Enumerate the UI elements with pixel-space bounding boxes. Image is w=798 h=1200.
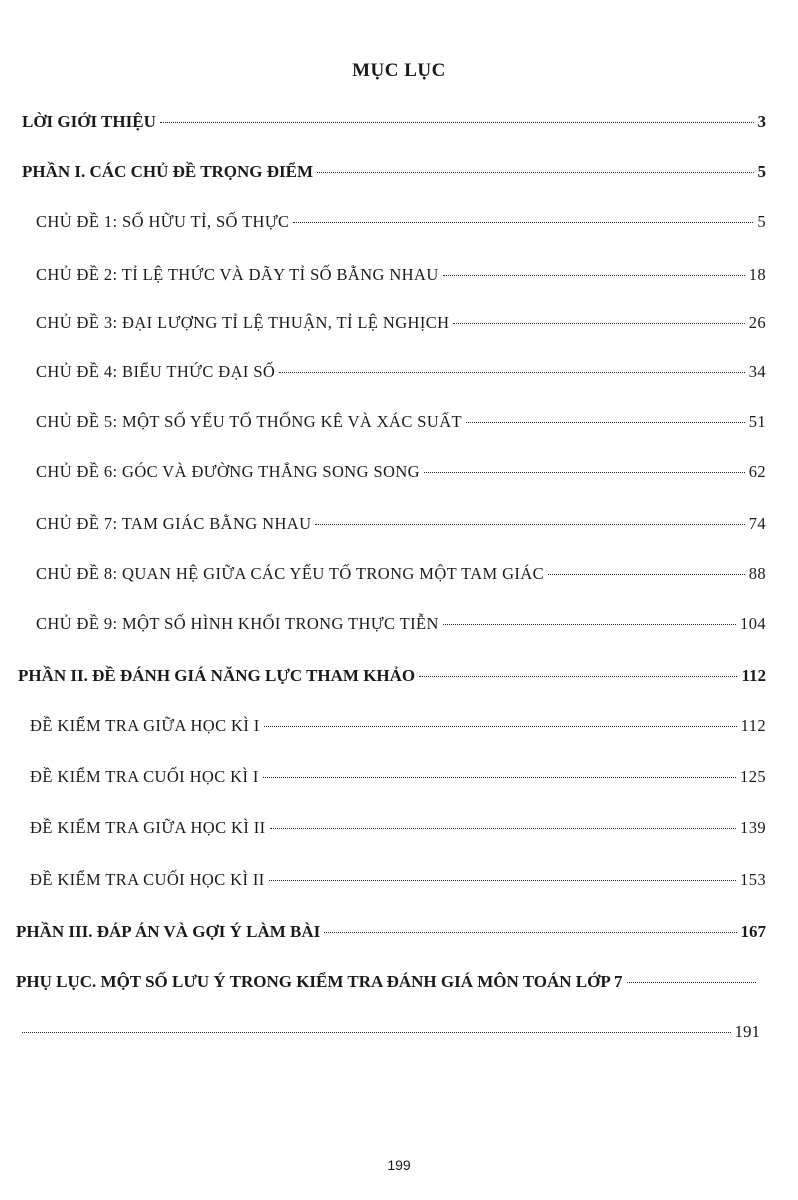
toc-entry-intro xyxy=(22,112,766,132)
toc-entry-topic-3 xyxy=(36,313,766,333)
toc-title: MỤC LỤC xyxy=(352,60,446,81)
toc-label: CHỦ ĐỀ 7: TAM GIÁC BẰNG NHAU xyxy=(36,514,312,533)
toc-entry-topic-1 xyxy=(36,212,766,232)
toc-entry-final-2 xyxy=(30,870,766,890)
toc-leader xyxy=(419,676,737,677)
toc-page: 112 xyxy=(741,666,766,685)
toc-page: 3 xyxy=(757,112,766,131)
toc-leader xyxy=(443,275,745,276)
toc-entry-part-2 xyxy=(18,666,766,686)
toc-label: ĐỀ KIỂM TRA GIỮA HỌC KÌ I xyxy=(30,716,260,735)
toc-leader xyxy=(22,1032,731,1033)
toc-page: 125 xyxy=(740,767,766,786)
toc-label: PHỤ LỤC. MỘT SỐ LƯU Ý TRONG KIỂM TRA ĐÁNH GIÁ MÔN TOÁN LỚP 7 xyxy=(16,972,623,991)
toc-entry-part-1 xyxy=(22,162,766,182)
toc-label: CHỦ ĐỀ 4: BIỂU THỨC ĐẠI SỐ xyxy=(36,362,276,381)
toc-entry-topic-2 xyxy=(36,265,766,285)
toc-entry-topic-8 xyxy=(36,564,766,584)
toc-entry-topic-7 xyxy=(36,514,766,534)
toc-page: 104 xyxy=(740,614,766,633)
toc-entry-topic-9 xyxy=(36,614,766,634)
toc-leader xyxy=(279,372,744,373)
toc-entry-midterm-1 xyxy=(30,716,766,736)
toc-page: 191 xyxy=(734,1022,760,1041)
toc-label: ĐỀ KIỂM TRA CUỐI HỌC KÌ I xyxy=(30,767,259,786)
toc-label: CHỦ ĐỀ 5: MỘT SỐ YẾU TỐ THỐNG KÊ VÀ XÁC SUẤT xyxy=(36,412,462,431)
toc-label: CHỦ ĐỀ 8: QUAN HỆ GIỮA CÁC YẾU TỐ TRONG MỘT TAM GIÁC xyxy=(36,564,545,583)
toc-leader xyxy=(263,777,736,778)
toc-page: 5 xyxy=(757,212,766,231)
toc-label: PHẦN II. ĐỀ ĐÁNH GIÁ NĂNG LỰC THAM KHẢO xyxy=(18,666,416,685)
toc-page: 34 xyxy=(748,362,766,381)
toc-label: CHỦ ĐỀ 9: MỘT SỐ HÌNH KHỐI TRONG THỰC TIỄN xyxy=(36,614,439,633)
toc-leader xyxy=(443,624,736,625)
page-number: 199 xyxy=(387,1157,411,1173)
toc-leader xyxy=(269,880,736,881)
toc-leader xyxy=(270,828,736,829)
toc-leader xyxy=(324,932,736,933)
toc-label: ĐỀ KIỂM TRA CUỐI HỌC KÌ II xyxy=(30,870,265,889)
toc-page: 26 xyxy=(748,313,766,332)
toc-page: 51 xyxy=(748,412,766,431)
toc-label: ĐỀ KIỂM TRA GIỮA HỌC KÌ II xyxy=(30,818,266,837)
toc-page: 74 xyxy=(748,514,766,533)
toc-leader xyxy=(453,323,744,324)
toc-label: PHẦN III. ĐÁP ÁN VÀ GỢI Ý LÀM BÀI xyxy=(16,922,321,941)
toc-label: CHỦ ĐỀ 1: SỐ HỮU TỈ, SỐ THỰC xyxy=(36,212,290,231)
toc-entry-part-3 xyxy=(16,922,766,942)
toc-leader xyxy=(160,122,754,123)
toc-page: 139 xyxy=(740,818,766,837)
toc-page: 112 xyxy=(740,716,766,735)
toc-leader xyxy=(315,524,744,525)
toc-label: CHỦ ĐỀ 2: TỈ LỆ THỨC VÀ DÃY TỈ SỐ BẰNG NHAU xyxy=(36,265,439,284)
toc-label: LỜI GIỚI THIỆU xyxy=(22,112,156,131)
toc-label: PHẦN I. CÁC CHỦ ĐỀ TRỌNG ĐIỂM xyxy=(22,162,314,181)
toc-leader xyxy=(293,222,753,223)
toc-page: 62 xyxy=(748,462,766,481)
toc-label: CHỦ ĐỀ 6: GÓC VÀ ĐƯỜNG THẲNG SONG SONG xyxy=(36,462,420,481)
toc-entry-topic-5 xyxy=(36,412,766,432)
toc-entry-topic-6 xyxy=(36,462,766,482)
toc-entry-appendix-continued xyxy=(22,1022,760,1042)
toc-leader xyxy=(264,726,737,727)
toc-leader xyxy=(548,574,745,575)
toc-page: 153 xyxy=(740,870,766,889)
toc-page: 5 xyxy=(757,162,766,181)
toc-entry-appendix xyxy=(16,972,760,992)
toc-entry-topic-4 xyxy=(36,362,766,382)
toc-leader xyxy=(424,472,745,473)
toc-page: 18 xyxy=(748,265,766,284)
toc-leader xyxy=(466,422,745,423)
toc-page: 167 xyxy=(740,922,766,941)
toc-label: CHỦ ĐỀ 3: ĐẠI LƯỢNG TỈ LỆ THUẬN, TỈ LỆ NGHỊCH xyxy=(36,313,450,332)
toc-leader xyxy=(627,982,756,983)
toc-entry-final-1 xyxy=(30,767,766,787)
toc-leader xyxy=(317,172,753,173)
toc-entry-midterm-2 xyxy=(30,818,766,838)
toc-page: 88 xyxy=(748,564,766,583)
